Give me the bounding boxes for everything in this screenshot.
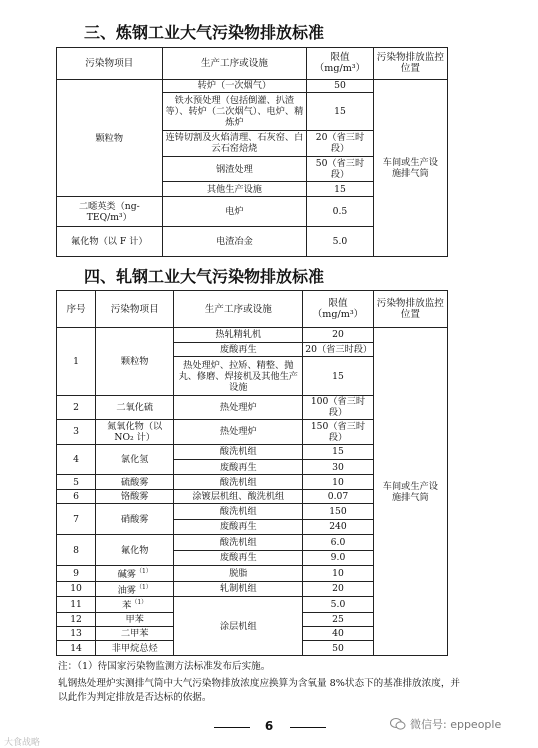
row-number: 10 bbox=[57, 581, 96, 597]
table-row bbox=[57, 328, 448, 342]
limit-cell: 150 bbox=[303, 504, 373, 519]
process-cell: 热处理炉 bbox=[174, 419, 303, 444]
pollutant-cell: 二甲苯 bbox=[96, 627, 174, 641]
limit-cell: 240 bbox=[303, 519, 373, 534]
table-row bbox=[57, 79, 448, 92]
limit-cell: 0.07 bbox=[303, 489, 373, 503]
row-number: 7 bbox=[57, 504, 96, 535]
process-cell: 热处理炉、拉矫、精整、抛丸、修磨、焊接机及其他生产设施 bbox=[174, 356, 303, 395]
pollutant-cell: 非甲烷总烃 bbox=[96, 641, 174, 656]
process-cell: 热轧精轧机 bbox=[174, 328, 303, 342]
limit-cell: 50（省三时段） bbox=[307, 156, 373, 182]
pollutant-cell: 二氧化硫 bbox=[96, 396, 174, 420]
process-cell: 脱脂 bbox=[174, 566, 303, 582]
process-cell: 酸洗机组 bbox=[174, 444, 303, 459]
table-header-row bbox=[57, 291, 448, 328]
pollutant-cell: 颗粒物 bbox=[96, 328, 174, 396]
pollutant-cell: 碱雾$^{(1)}$ bbox=[96, 566, 174, 582]
pollutant-cell: 苯$^{(1)}$ bbox=[96, 597, 174, 613]
process-cell: 涂层机组 bbox=[174, 597, 303, 656]
header-no: 序号 bbox=[57, 291, 96, 328]
monitor-location: 车间或生产设施排气筒 bbox=[373, 328, 447, 656]
process-cell: 其他生产设施 bbox=[162, 182, 307, 197]
process-cell: 钢渣处理 bbox=[162, 156, 307, 182]
monitor-location: 车间或生产设施排气筒 bbox=[373, 79, 447, 256]
limit-cell: 15 bbox=[307, 182, 373, 197]
limit-cell: 20 bbox=[303, 581, 373, 597]
limit-cell: 15 bbox=[303, 444, 373, 459]
limit-cell: 20（省三时段） bbox=[303, 342, 373, 356]
row-number: 12 bbox=[57, 612, 96, 626]
limit-cell: 15 bbox=[303, 356, 373, 395]
limit-cell: 5.0 bbox=[307, 227, 373, 257]
limit-cell: 5.0 bbox=[303, 597, 373, 613]
limit-cell: 25 bbox=[303, 612, 373, 626]
pollutant-particulate: 颗粒物 bbox=[57, 79, 163, 196]
process-cell: 废酸再生 bbox=[174, 459, 303, 474]
process-cell: 酸洗机组 bbox=[174, 475, 303, 489]
pollutant-cell: 硝酸雾 bbox=[96, 504, 174, 535]
row-number: 13 bbox=[57, 627, 96, 641]
row-number: 6 bbox=[57, 489, 96, 503]
pollutant-fluoride: 氟化物（以 F 计） bbox=[57, 227, 163, 257]
process-cell: 热处理炉 bbox=[174, 396, 303, 420]
wechat-watermark bbox=[390, 716, 501, 732]
header-limit: 限值 （mg/m³） bbox=[303, 291, 373, 328]
limit-cell: 6.0 bbox=[303, 535, 373, 550]
limit-cell: 15 bbox=[307, 92, 373, 130]
steelmaking-emission-table bbox=[56, 47, 448, 257]
limit-cell: 0.5 bbox=[307, 197, 373, 227]
row-number: 11 bbox=[57, 597, 96, 613]
pollutant-cell: 油雾$^{(1)}$ bbox=[96, 581, 174, 597]
process-cell: 电炉 bbox=[162, 197, 307, 227]
wechat-icon bbox=[390, 717, 406, 731]
process-cell: 涂镀层机组、酸洗机组 bbox=[174, 489, 303, 503]
header-pollutant: 污染物项目 bbox=[96, 291, 174, 328]
row-number: 14 bbox=[57, 641, 96, 656]
header-location: 污染物排放监控位置 bbox=[373, 48, 447, 80]
process-cell: 电渣冶金 bbox=[162, 227, 307, 257]
header-pollutant: 污染物项目 bbox=[57, 48, 163, 80]
limit-cell: 9.0 bbox=[303, 550, 373, 565]
watermark-text: 大食战略 bbox=[4, 738, 41, 748]
pollutant-cell: 氯化氢 bbox=[96, 444, 174, 475]
limit-cell: 10 bbox=[303, 566, 373, 582]
row-number: 9 bbox=[57, 566, 96, 582]
limit-cell: 150（省三时段） bbox=[303, 419, 373, 444]
page-rule-right bbox=[290, 727, 326, 728]
section-heading-rolling: 四、轧钢工业大气污染物排放标准 bbox=[84, 267, 325, 286]
pollutant-cell: 氟化物 bbox=[96, 535, 174, 566]
process-cell: 转炉（一次烟气） bbox=[162, 79, 307, 92]
process-cell: 废酸再生 bbox=[174, 550, 303, 565]
process-cell: 酸洗机组 bbox=[174, 535, 303, 550]
process-cell: 连铸切割及火焰清理、石灰窑、白云石窑焙烧 bbox=[162, 131, 307, 157]
header-limit: 限值 （mg/m³） bbox=[307, 48, 373, 80]
limit-cell: 20 bbox=[303, 328, 373, 342]
process-cell: 酸洗机组 bbox=[174, 504, 303, 519]
limit-cell: 30 bbox=[303, 459, 373, 474]
row-number: 8 bbox=[57, 535, 96, 566]
table-header-row bbox=[57, 48, 448, 80]
row-number: 3 bbox=[57, 419, 96, 444]
footnote-2: 轧钢热处理炉实测排气筒中大气污染物排放浓度应换算为含氧量 8%状态下的基准排放浓度，并以此作为判定排放是否达标的依据。 bbox=[58, 678, 461, 703]
row-number: 5 bbox=[57, 475, 96, 489]
pollutant-cell: 甲苯 bbox=[96, 612, 174, 626]
page-number: 6 bbox=[264, 719, 274, 733]
pollutant-dioxin: 二噁英类（ng-TEQ/m³） bbox=[57, 197, 163, 227]
steel-rolling-emission-table bbox=[56, 290, 448, 656]
process-cell: 废酸再生 bbox=[174, 342, 303, 356]
header-location: 污染物排放监控位置 bbox=[373, 291, 447, 328]
process-cell: 废酸再生 bbox=[174, 519, 303, 534]
footnote-1: 注：（1）待国家污染物监测方法标准发布后实施。 bbox=[58, 661, 271, 672]
pollutant-cell: 铬酸雾 bbox=[96, 489, 174, 503]
row-number: 4 bbox=[57, 444, 96, 475]
header-process: 生产工序或设施 bbox=[174, 291, 303, 328]
process-cell: 轧制机组 bbox=[174, 581, 303, 597]
pollutant-cell: 氮氧化物（以 NO₂ 计） bbox=[96, 419, 174, 444]
pollutant-cell: 硫酸雾 bbox=[96, 475, 174, 489]
limit-cell: 40 bbox=[303, 627, 373, 641]
limit-cell: 50 bbox=[303, 641, 373, 656]
limit-cell: 20（省三时段） bbox=[307, 131, 373, 157]
row-number: 1 bbox=[57, 328, 96, 396]
wechat-id: 微信号: eppeople bbox=[410, 718, 502, 731]
row-number: 2 bbox=[57, 396, 96, 420]
limit-cell: 10 bbox=[303, 475, 373, 489]
header-process: 生产工序或设施 bbox=[162, 48, 307, 80]
limit-cell: 50 bbox=[307, 79, 373, 92]
limit-cell: 100（省三时段） bbox=[303, 396, 373, 420]
section-heading-steelmaking: 三、炼钢工业大气污染物排放标准 bbox=[84, 23, 325, 42]
process-cell: 铁水预处理（包括倒灌、扒渣等）、转炉（二次烟气）、电炉、精炼炉 bbox=[162, 92, 307, 130]
